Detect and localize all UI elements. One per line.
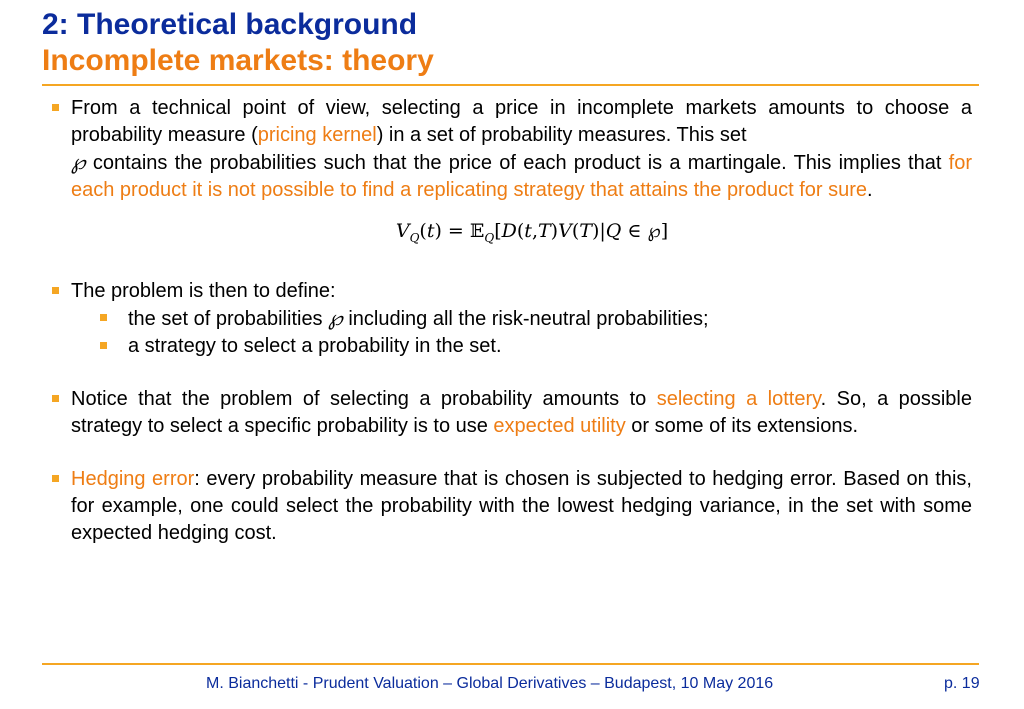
footer-divider: [42, 663, 979, 665]
bullet-hedging-error: [52, 466, 972, 547]
header-divider: [42, 84, 979, 86]
bullet-lottery: [52, 386, 972, 440]
highlight-pricing-kernel: pricing kernel: [257, 124, 377, 146]
highlight-hedging-error: Hedging error: [71, 467, 195, 490]
weierstrass-p-symbol: ℘: [328, 305, 343, 330]
bullet-marker: [52, 287, 59, 294]
bullet-text: . So, a possible strategy to select a specific probability is to use: [71, 387, 972, 437]
sub-bullet-selection-strategy: [52, 333, 972, 360]
bullet-text: : every probability measure that is chosen is subjected to hedging error. Based on this, for example, one could select the probability with the lowest hedging variance, in the set with some expected hedging cost.: [71, 467, 972, 544]
bullet-text: Notice that the problem of selecting a probability amounts to: [71, 387, 657, 410]
sub-bullet-text: a strategy to select a probability in the set.: [128, 334, 502, 357]
bullet-text: From a technical point of view, selecting a price in incomplete markets amounts to choose a probability measure (: [71, 97, 972, 146]
sub-bullet-marker: [100, 342, 107, 349]
page-number: p. 19: [944, 675, 980, 692]
sub-bullet-text: the set of probabilities: [128, 307, 329, 330]
bullet-text: or some of its extensions.: [625, 414, 859, 437]
highlight-expected-utility: expected utility: [493, 414, 626, 437]
bullet-text: ) in a set of probability measures. This set: [376, 124, 747, 146]
pricing-formula: $V_Q(t)$ = 𝔼$_Q$[D(t,T)V(T)|Q ∈ ℘]: [395, 220, 669, 245]
bullet-text: .: [867, 179, 873, 201]
slide-subtitle: Incomplete markets: theory: [42, 44, 434, 77]
bullet-marker: [52, 475, 59, 482]
sub-bullet-marker: [100, 314, 107, 321]
bullet-marker: [52, 104, 59, 111]
footer-text: M. Bianchetti - Prudent Valuation – Global Derivatives – Budapest, 10 May 2016: [206, 675, 774, 692]
sub-bullet-probability-set: [52, 305, 972, 333]
bullet-pricing-kernel: [52, 95, 972, 204]
highlight-replicating-strategy: for each product it is not possible to find a replicating strategy that attains the product for sure: [71, 152, 972, 201]
slide-title: 2: Theoretical background: [42, 8, 418, 41]
bullet-text: contains the probabilities such that the price of each product is a martingale. This implies that: [85, 152, 949, 174]
bullet-text: The problem is then to define:: [71, 279, 336, 302]
bullet-problem-definition: [52, 278, 972, 305]
weierstrass-p-symbol: ℘: [71, 150, 86, 174]
bullet-marker: [52, 395, 59, 402]
slide-content: [52, 95, 972, 547]
highlight-selecting-lottery: selecting a lottery: [656, 387, 821, 410]
sub-bullet-text: including all the risk-neutral probabilities;: [342, 307, 709, 330]
